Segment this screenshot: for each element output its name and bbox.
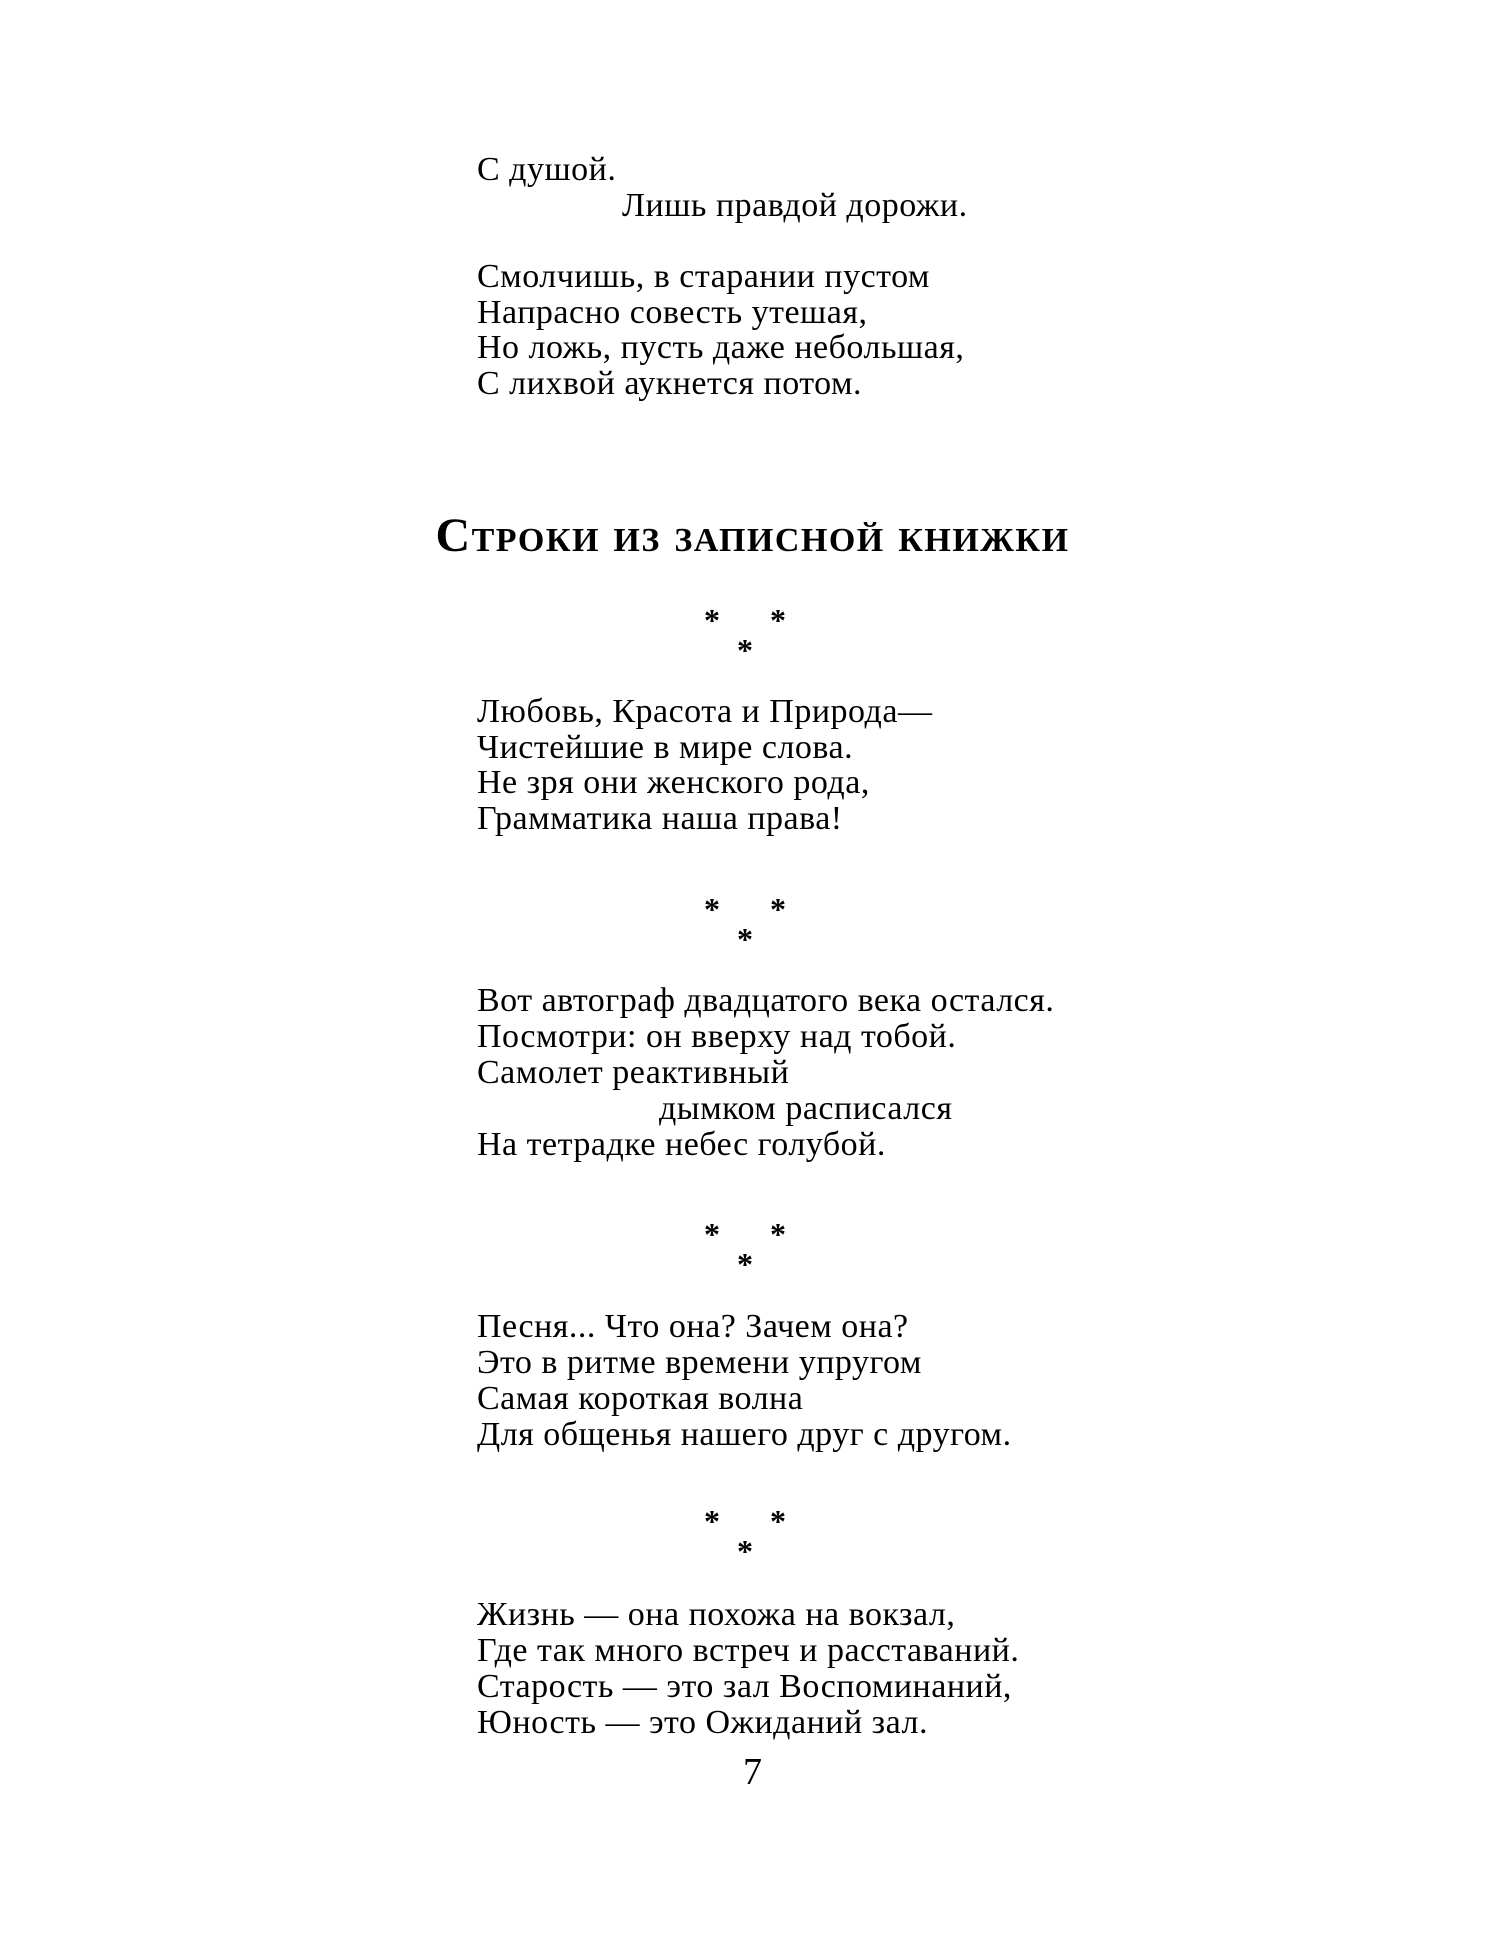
poem-line: Самая короткая волна (477, 1380, 804, 1417)
poem-line: С лихвой аукнется потом. (477, 365, 863, 402)
poem-line: Вот автограф двадцатого века остался. (477, 982, 1055, 1019)
poem-line: Грамматика наша права! (477, 800, 843, 837)
asterisk: * (704, 891, 720, 927)
section-title: Строки из записной книжки (435, 509, 1070, 562)
asterisk: * (704, 1216, 720, 1252)
asterisk: * (737, 921, 753, 957)
page-number: 7 (743, 1751, 762, 1793)
poem-line: Жизнь — она похожа на вокзал, (477, 1596, 956, 1633)
asterism-divider (686, 891, 806, 957)
asterism-divider (686, 1503, 806, 1569)
poem-line: Где так много встреч и расставаний. (477, 1632, 1020, 1669)
poem-line: Смолчишь, в старании пустом (477, 258, 930, 295)
poem-line: Лишь правдой дорожи. (622, 187, 968, 224)
poem-line: Старость — это зал Воспоминаний, (477, 1668, 1012, 1705)
poem-line: С душой. (477, 151, 617, 188)
poem-line: Для общенья нашего друг с другом. (477, 1416, 1012, 1453)
poem-line: Самолет реактивный (477, 1054, 790, 1091)
poem-line: Посмотри: он вверху над тобой. (477, 1018, 957, 1055)
poem-line: Чистейшие в мире слова. (477, 729, 854, 766)
asterisk: * (770, 602, 786, 638)
poem-line: дымком расписался (659, 1090, 953, 1127)
asterisk: * (737, 632, 753, 668)
asterisk: * (704, 1503, 720, 1539)
poem-line: Не зря они женского рода, (477, 764, 870, 801)
poem-line: Но ложь, пусть даже небольшая, (477, 329, 965, 366)
asterisk: * (770, 891, 786, 927)
asterism-divider (686, 602, 806, 668)
asterism-divider (686, 1216, 806, 1282)
asterisk: * (770, 1216, 786, 1252)
asterisk: * (737, 1533, 753, 1569)
asterisk: * (737, 1246, 753, 1282)
poem-line: Это в ритме времени упругом (477, 1344, 922, 1381)
poem-line: Напрасно совесть утешая, (477, 294, 868, 331)
poem-line: Песня... Что она? Зачем она? (477, 1308, 909, 1345)
asterisk: * (770, 1503, 786, 1539)
asterisk: * (704, 602, 720, 638)
poem-line: На тетрадке небес голубой. (477, 1126, 886, 1163)
poem-line: Любовь, Красота и Природа— (477, 693, 933, 730)
poem-line: Юность — это Ожиданий зал. (477, 1704, 928, 1741)
